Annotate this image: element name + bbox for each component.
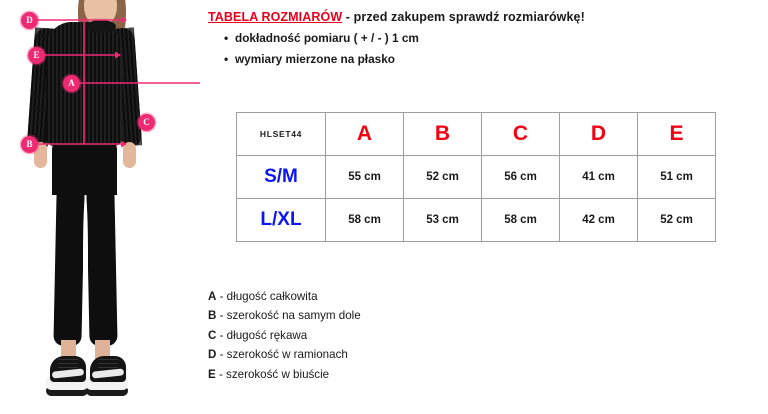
measurement-legend [208,290,608,387]
page-title-rest: - przed zakupem sprawdź rozmiarówkę! [342,10,585,24]
table-header-row [237,113,716,156]
size-label-sm: S/M [237,156,326,199]
legend-text-b: - szerokość na samym dole [216,309,361,323]
column-header-e: E [638,113,716,156]
legend-item-d [208,348,608,361]
measure-badge-e: E [28,47,45,64]
legend-key-c: C [208,328,217,342]
legend-item-a [208,290,608,303]
legend-text-d: - szerokość w ramionach [216,348,348,362]
legend-key-b: B [208,309,217,323]
measure-badge-d: D [21,12,38,29]
cell-sm-d: 41 cm [560,156,638,199]
note-item [208,52,764,66]
size-chart-content [200,0,768,414]
measurement-arrows-svg [0,0,200,414]
column-header-b: B [404,113,482,156]
cell-lxl-d: 42 cm [560,199,638,242]
legend-text-e: - szerokość w biuście [215,367,330,381]
legend-item-e [208,368,608,381]
cell-lxl-c: 58 cm [482,199,560,242]
product-code-cell: HLSET44 [237,113,326,156]
measurement-overlay [0,0,200,414]
cell-sm-b: 52 cm [404,156,482,199]
legend-item-b [208,309,608,322]
legend-key-d: D [208,348,217,362]
product-photo-panel [0,0,200,414]
cell-sm-a: 55 cm [326,156,404,199]
size-label-lxl: L/XL [237,199,326,242]
table-row [237,199,716,242]
measure-badge-b: B [21,136,38,153]
measure-badge-a: A [63,75,80,92]
cell-lxl-e: 52 cm [638,199,716,242]
table-row [237,156,716,199]
legend-text-c: - długość rękawa [216,328,308,342]
column-header-d: D [560,113,638,156]
legend-key-a: A [208,290,217,303]
cell-sm-c: 56 cm [482,156,560,199]
measure-badge-c: C [138,114,155,131]
legend-key-e: E [208,367,216,381]
bullet-icon: • [224,52,229,66]
column-header-a: A [326,113,404,156]
bullet-icon: • [224,31,229,45]
size-table [236,112,716,242]
header-block [208,10,764,66]
page-title [208,10,764,24]
note-text: dokładność pomiaru ( + / - ) 1 cm [235,31,419,45]
note-item [208,31,764,45]
cell-lxl-a: 58 cm [326,199,404,242]
legend-text-a: - długość całkowita [216,290,318,303]
note-text: wymiary mierzone na płasko [235,52,395,66]
cell-sm-e: 51 cm [638,156,716,199]
page-title-highlight: TABELA ROZMIARÓW [208,10,343,24]
legend-item-c [208,329,608,342]
column-header-c: C [482,113,560,156]
cell-lxl-b: 53 cm [404,199,482,242]
